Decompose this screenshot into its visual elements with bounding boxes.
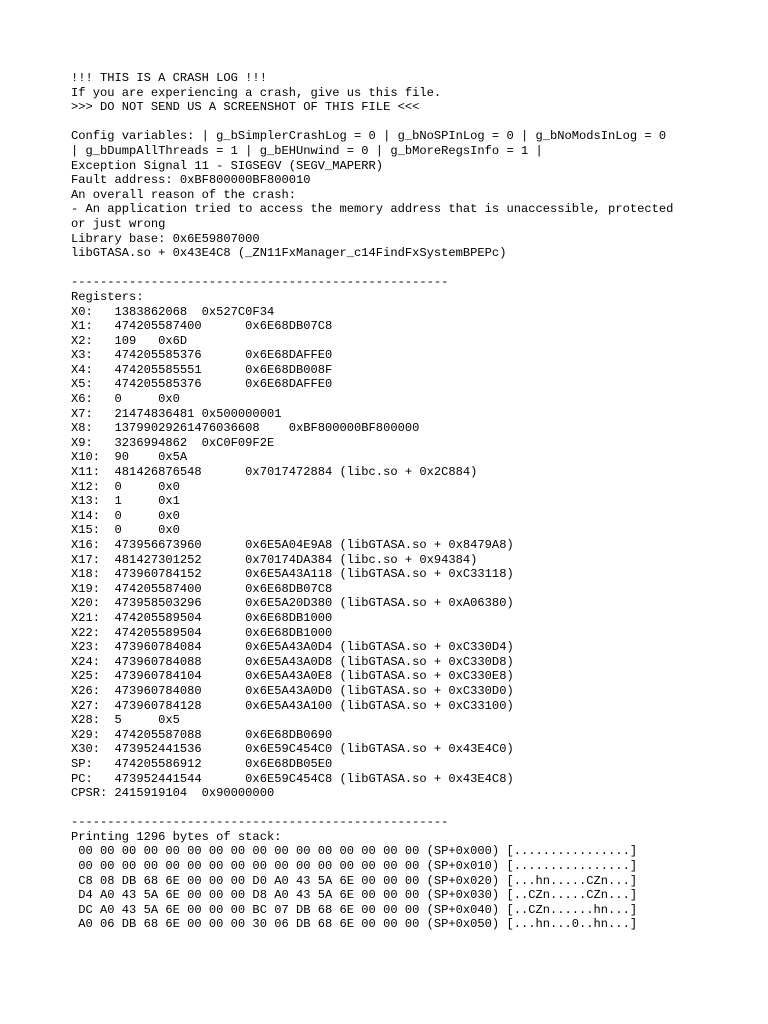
log-line: An overall reason of the crash: bbox=[71, 187, 296, 202]
log-line: Exception Signal 11 - SIGSEGV (SEGV_MAPERR) bbox=[71, 158, 384, 173]
log-line: X24: 473960784088 0x6E5A43A0D8 (libGTASA.so + 0xC330D8) bbox=[71, 654, 514, 669]
log-line: or just wrong bbox=[71, 216, 166, 231]
log-line bbox=[71, 261, 673, 276]
log-line: X1: 474205587400 0x6E68DB07C8 bbox=[71, 319, 333, 334]
log-line: X10: 90 0x5A bbox=[71, 450, 188, 465]
log-line: SP: 474205586912 0x6E68DB05E0 bbox=[71, 756, 333, 771]
log-line: Library base: 0x6E59807000 bbox=[71, 231, 260, 246]
log-line: ---------------------------------------------------- bbox=[71, 275, 449, 290]
crash-log-text bbox=[71, 71, 673, 932]
log-line: | g_bDumpAllThreads = 1 | g_bEHUnwind = 0 | g_bMoreRegsInfo = 1 | bbox=[71, 143, 543, 158]
log-line: ---------------------------------------------------- bbox=[71, 815, 449, 830]
log-line: X26: 473960784080 0x6E5A43A0D0 (libGTASA.so + 0xC330D0) bbox=[71, 683, 514, 698]
log-line: Fault address: 0xBF800000BF800010 bbox=[71, 173, 311, 188]
log-line: C8 08 DB 68 6E 00 00 00 D0 A0 43 5A 6E 00 00 00 (SP+0x020) [...hn.....CZn...] bbox=[71, 873, 638, 888]
log-line: X3: 474205585376 0x6E68DAFFE0 bbox=[71, 348, 333, 363]
log-line: Printing 1296 bytes of stack: bbox=[71, 829, 282, 844]
log-line: X7: 21474836481 0x500000001 bbox=[71, 406, 282, 421]
log-line: X14: 0 0x0 bbox=[71, 508, 180, 523]
log-line: X11: 481426876548 0x7017472884 (libc.so + 0x2C884) bbox=[71, 465, 478, 480]
log-line: X27: 473960784128 0x6E5A43A100 (libGTASA.so + 0xC33100) bbox=[71, 698, 514, 713]
log-line: CPSR: 2415919104 0x90000000 bbox=[71, 786, 275, 801]
log-line: Registers: bbox=[71, 289, 144, 304]
log-line: - An application tried to access the memory address that is unaccessible, protected bbox=[71, 202, 674, 217]
log-line: X5: 474205585376 0x6E68DAFFE0 bbox=[71, 377, 333, 392]
log-line: X8: 13799029261476036608 0xBF800000BF800000 bbox=[71, 421, 420, 436]
log-line: X30: 473952441536 0x6E59C454C0 (libGTASA.so + 0x43E4C0) bbox=[71, 742, 514, 757]
log-line: X29: 474205587088 0x6E68DB0690 bbox=[71, 727, 333, 742]
log-line: 00 00 00 00 00 00 00 00 00 00 00 00 00 00 00 00 (SP+0x000) [................] bbox=[71, 844, 638, 859]
log-line: X23: 473960784084 0x6E5A43A0D4 (libGTASA.so + 0xC330D4) bbox=[71, 640, 514, 655]
log-line: A0 06 DB 68 6E 00 00 00 30 06 DB 68 6E 00 00 00 (SP+0x050) [...hn...0..hn...] bbox=[71, 917, 638, 932]
log-line: Config variables: | g_bSimplerCrashLog = 0 | g_bNoSPInLog = 0 | g_bNoModsInLog = 0 bbox=[71, 129, 667, 144]
log-line: DC A0 43 5A 6E 00 00 00 BC 07 DB 68 6E 00 00 00 (SP+0x040) [..CZn......hn...] bbox=[71, 902, 638, 917]
log-line: X20: 473958503296 0x6E5A20D380 (libGTASA.so + 0xA06380) bbox=[71, 596, 514, 611]
log-line: X21: 474205589504 0x6E68DB1000 bbox=[71, 610, 333, 625]
log-line: X16: 473956673960 0x6E5A04E9A8 (libGTASA.so + 0x8479A8) bbox=[71, 538, 514, 552]
log-line: X15: 0 0x0 bbox=[71, 523, 180, 538]
log-line: !!! THIS IS A CRASH LOG !!! bbox=[71, 71, 267, 85]
log-line: >>> DO NOT SEND US A SCREENSHOT OF THIS FILE <<< bbox=[71, 100, 420, 115]
log-line: X6: 0 0x0 bbox=[71, 392, 180, 407]
log-line bbox=[71, 115, 673, 130]
log-line: X12: 0 0x0 bbox=[71, 479, 180, 494]
log-line: X17: 481427301252 0x70174DA384 (libc.so + 0x94384) bbox=[71, 552, 478, 567]
log-line: D4 A0 43 5A 6E 00 00 00 D8 A0 43 5A 6E 00 00 00 (SP+0x030) [..CZn.....CZn...] bbox=[71, 888, 638, 903]
log-line: X28: 5 0x5 bbox=[71, 713, 180, 728]
log-line: PC: 473952441544 0x6E59C454C8 (libGTASA.so + 0x43E4C8) bbox=[71, 771, 514, 786]
log-line bbox=[71, 801, 673, 816]
log-line: X2: 109 0x6D bbox=[71, 333, 188, 348]
log-line: 00 00 00 00 00 00 00 00 00 00 00 00 00 00 00 00 (SP+0x010) [................] bbox=[71, 859, 638, 874]
log-line: X19: 474205587400 0x6E68DB07C8 bbox=[71, 581, 333, 596]
log-line: If you are experiencing a crash, give us this file. bbox=[71, 85, 442, 100]
log-line: X4: 474205585551 0x6E68DB008F bbox=[71, 362, 333, 377]
log-line: X13: 1 0x1 bbox=[71, 494, 180, 509]
log-line: X25: 473960784104 0x6E5A43A0E8 (libGTASA.so + 0xC330E8) bbox=[71, 669, 514, 684]
log-line: X22: 474205589504 0x6E68DB1000 bbox=[71, 625, 333, 640]
log-line: X18: 473960784152 0x6E5A43A118 (libGTASA.so + 0xC33118) bbox=[71, 567, 514, 582]
log-line: X9: 3236994862 0xC0F09F2E bbox=[71, 435, 275, 450]
log-line: libGTASA.so + 0x43E4C8 (_ZN11FxManager_c14FindFxSystemBPEPc) bbox=[71, 246, 507, 261]
log-line: X0: 1383862068 0x527C0F34 bbox=[71, 304, 275, 319]
